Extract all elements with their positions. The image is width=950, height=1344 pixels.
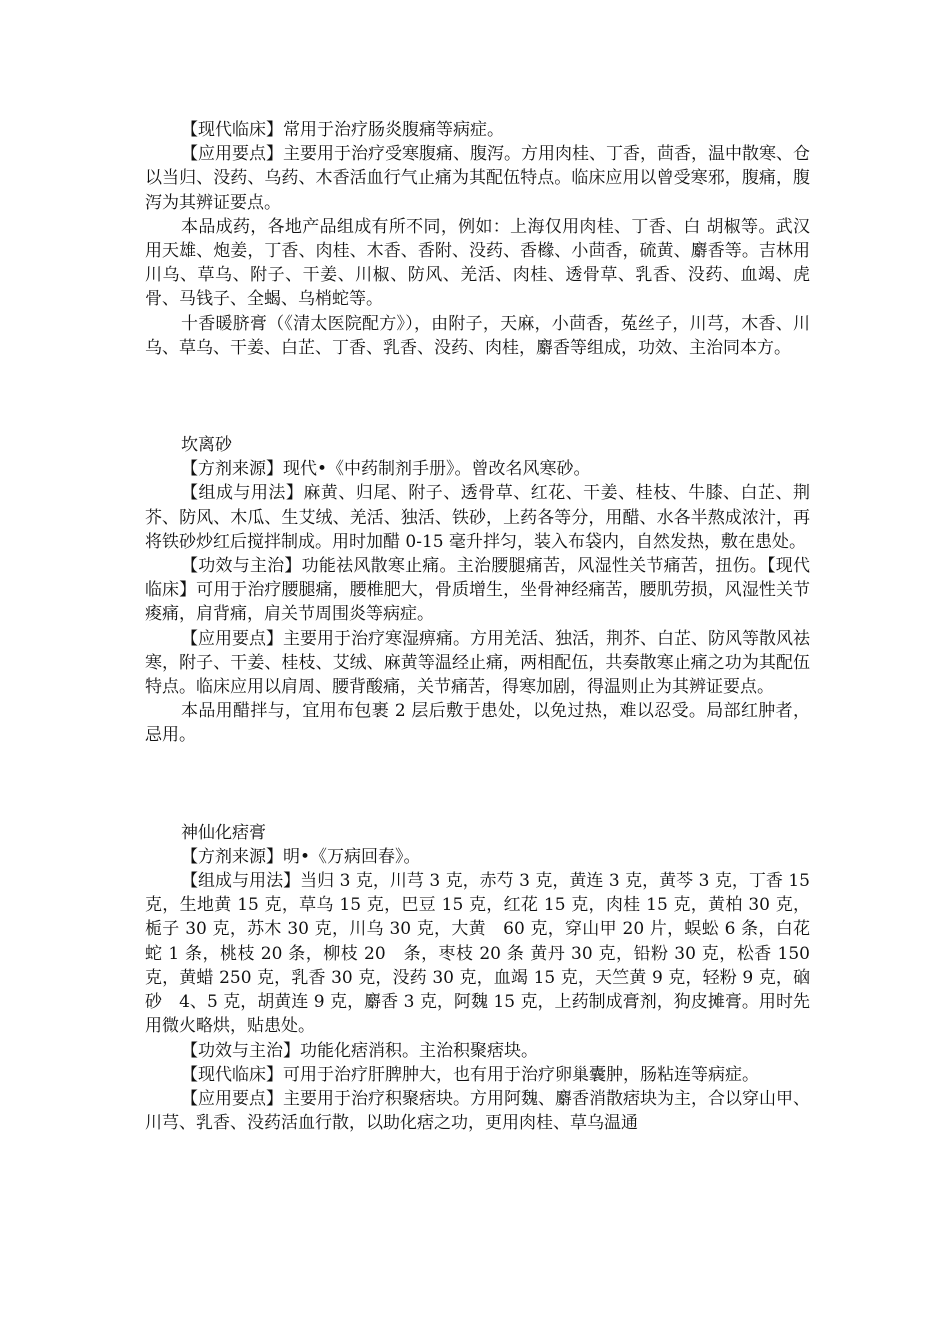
paragraph-modern-clinical: 【现代临床】可用于治疗肝脾肿大，也有用于治疗卵巢囊肿，肠粘连等病症。 xyxy=(181,1064,759,1085)
section-title: 神仙化痞膏 xyxy=(181,822,266,843)
section-spacer xyxy=(145,360,810,433)
paragraph-related-formula: 十香暖脐膏（《清太医院配方》），由附子，天麻，小茴香，菟丝子，川芎，木香、川乌、草乌、干姜、白芷、丁香、乳香、没药、肉桂，麝香等组成，功效、主治同本方。 xyxy=(145,313,810,358)
paragraph-source: 【方剂来源】明•《万病回春》。 xyxy=(181,846,421,867)
paragraph-composition: 【组成与用法】当归 3 克，川芎 3 克，赤芍 3 克，黄连 3 克，黄芩 3 克，丁香 15 克，生地黄 15 克，草乌 15 克，巴豆 15 克，红花 15 克，肉桂 15 克，黄柏 30 克，栀子 30 克，苏木 30 克，川乌 30 克，大黄 60 克，穿山甲 20 片，蜈蚣 6 条，白花蛇 1 条，桃枝 20 条，柳枝 20 条，枣枝 20 条 黄丹 30 克，铅粉 30 克，松香 150 克，黄蜡 250 克，乳香 30 克，没药 30 克，血竭 15 克，天竺黄 9 克，轻粉 9 克，硇砂 4、5 克，胡黄连 9 克，麝香 3 克，阿魏 15 克，上药制成膏剂，狗皮摊膏。用时先用微火略烘，贴患处。 xyxy=(145,871,810,1037)
paragraph-application-points: 【应用要点】主要用于治疗积聚痞块。方用阿魏、麝香消散痞块为主，合以穿山甲、川芎、乳香、没药活血行散，以助化痞之功，更用肉桂、草乌温通 xyxy=(145,1088,810,1134)
document-page xyxy=(145,118,810,1135)
paragraph-composition: 【组成与用法】麻黄、归尾、附子、透骨草、红花、干姜、桂枝、牛膝、白芷、荆芥、防风、木瓜、生艾绒、羌活、独活、铁砂，上药各等分，用醋、水各半熬成浓汁，再将铁砂炒红后搅拌制成。用时加醋 0-15 毫升拌匀，装入布袋内，自然发热，敷在患处。 xyxy=(145,483,810,552)
section-kanlisha xyxy=(145,433,810,748)
section-spacer xyxy=(145,748,810,821)
section-title: 坎离砂 xyxy=(181,435,232,456)
section-intro xyxy=(145,118,810,360)
paragraph-product-variants: 本品成药，各地产品组成有所不同，例如：上海仅用肉桂、丁香、白 胡椒等。武汉用天雄、炮姜，丁香、肉桂、木香、香附、没药、香橼、小茴香，硫黄、麝香等。吉林用川乌、草乌、附子、干姜、川椒、防风、羌活、肉桂、透骨草、乳香、没药、血竭、虎骨、马钱子、全蝎、乌梢蛇等。 xyxy=(145,216,810,310)
paragraph-efficacy: 【功效与主治】功能化痞消积。主治积聚痞块。 xyxy=(181,1040,538,1061)
paragraph-application-points: 【应用要点】主要用于治疗寒湿痹痛。方用羌活、独活，荆芥、白芷、防风等散风祛寒，附子、干姜、桂枝、艾绒、麻黄等温经止痛，两相配伍，共奏散寒止痛之功为其配伍特点。临床应用以肩周、腰背酸痛，关节痛苦，得寒加剧，得温则止为其辨证要点。 xyxy=(145,628,810,698)
paragraph-modern-clinical: 【现代临床】常用于治疗肠炎腹痛等病症。 xyxy=(181,120,504,140)
paragraph-source: 【方剂来源】现代•《中药制剂手册》。曾改名风寒砂。 xyxy=(181,459,591,480)
paragraph-efficacy: 【功效与主治】功能祛风散寒止痛。主治腰腿痛苦，风湿性关节痛苦，扭伤。【现代临床】可用于治疗腰腿痛，腰椎肥大，骨质增生，坐骨神经痛苦，腰肌劳损，风湿性关节痠痛，肩背痛，肩关节周围炎等病症。 xyxy=(145,556,810,625)
paragraph-application-points: 【应用要点】主要用于治疗受寒腹痛、腹泻。方用肉桂、丁香，茴香，温中散寒、仓以当归、没药、乌药、木香活血行气止痛为其配伍特点。临床应用以曾受寒邪，腹痛，腹泻为其辨证要点。 xyxy=(145,144,810,213)
paragraph-usage-note: 本品用醋拌与，宜用布包裹 2 层后敷于患处，以免过热，难以忍受。局部红肿者，忌用。 xyxy=(145,701,810,746)
section-shenxian-huapigao xyxy=(145,821,810,1136)
